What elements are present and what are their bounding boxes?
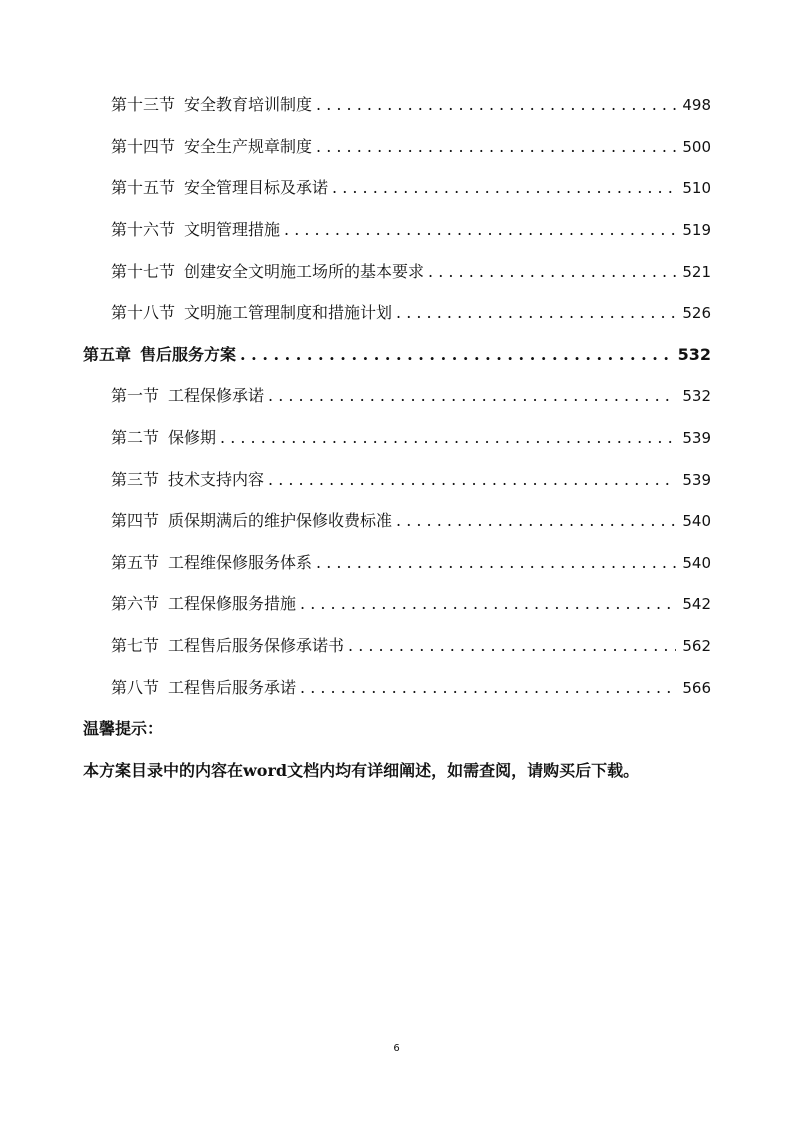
- page-reference: 539: [682, 429, 711, 447]
- section-number: 第五节: [111, 553, 160, 572]
- toc-entry[interactable]: [111, 137, 711, 157]
- toc-entry[interactable]: [111, 553, 711, 573]
- page-reference: 566: [682, 679, 711, 697]
- dot-leader: [316, 553, 676, 573]
- section-title: 安全管理目标及承诺: [184, 178, 329, 197]
- section-title: 工程保修服务措施: [168, 594, 297, 613]
- section-title: 技术支持内容: [168, 470, 265, 489]
- section-title: 安全生产规章制度: [184, 137, 313, 156]
- section-number: 第十八节: [111, 303, 176, 322]
- toc-entry[interactable]: [111, 594, 711, 614]
- toc-entry[interactable]: [111, 636, 711, 656]
- dot-leader: [428, 262, 676, 282]
- section-title: 创建安全文明施工场所的基本要求: [184, 262, 425, 281]
- dot-leader: [316, 95, 676, 115]
- page-reference: 500: [682, 138, 711, 156]
- toc-entry[interactable]: [111, 386, 711, 406]
- section-title: 安全教育培训制度: [184, 95, 313, 114]
- page-reference: 540: [682, 554, 711, 572]
- section-number: 第二节: [111, 428, 160, 447]
- dot-leader: [396, 511, 676, 531]
- section-number: 第八节: [111, 678, 160, 697]
- page-reference: 519: [682, 221, 711, 239]
- section-title: 工程售后服务保修承诺书: [168, 636, 345, 655]
- section-title: 文明施工管理制度和措施计划: [184, 303, 393, 322]
- toc-entry[interactable]: [111, 511, 711, 531]
- dot-leader: [300, 594, 676, 614]
- toc-entry[interactable]: [111, 470, 711, 490]
- toc-entry[interactable]: [111, 678, 711, 698]
- toc-chapter-entry[interactable]: [83, 345, 711, 365]
- chapter-title: 售后服务方案: [140, 345, 237, 364]
- section-number: 第十三节: [111, 95, 176, 114]
- section-title: 文明管理措施: [184, 220, 281, 239]
- section-number: 第十六节: [111, 220, 176, 239]
- section-number: 第六节: [111, 594, 160, 613]
- dot-leader: [348, 636, 676, 656]
- toc-entry[interactable]: [111, 428, 711, 448]
- toc-entry[interactable]: [111, 262, 711, 282]
- toc-entry[interactable]: [111, 220, 711, 240]
- tip-heading: 温馨提示：: [83, 719, 164, 738]
- section-number: 第十四节: [111, 137, 176, 156]
- toc-entry[interactable]: [111, 303, 711, 323]
- page-number: 6: [393, 1043, 400, 1054]
- dot-leader: [396, 303, 676, 323]
- section-title: 工程保修承诺: [168, 386, 265, 405]
- page-reference: 540: [682, 512, 711, 530]
- section-title: 工程维保修服务体系: [168, 553, 313, 572]
- page-reference: 526: [682, 304, 711, 322]
- dot-leader: [268, 386, 676, 406]
- page-reference: 521: [682, 263, 711, 281]
- dot-leader: [316, 137, 676, 157]
- page-reference: 510: [682, 179, 711, 197]
- toc-entry[interactable]: [111, 178, 711, 198]
- toc-entry[interactable]: [111, 95, 711, 115]
- dot-leader: [268, 470, 676, 490]
- dot-leader: [332, 178, 676, 198]
- page-reference: 532: [682, 387, 711, 405]
- section-title: 工程售后服务承诺: [168, 678, 297, 697]
- section-number: 第十五节: [111, 178, 176, 197]
- dot-leader: [240, 345, 672, 365]
- dot-leader: [284, 220, 676, 240]
- section-number: 第七节: [111, 636, 160, 655]
- page-reference: 562: [682, 637, 711, 655]
- page-reference: 498: [682, 96, 711, 114]
- section-number: 第十七节: [111, 262, 176, 281]
- section-title: 保修期: [168, 428, 217, 447]
- tip-body: 本方案目录中的内容在word文档内均有详细阐述，如需查阅，请购买后下载。: [83, 761, 640, 780]
- dot-leader: [220, 428, 676, 448]
- page-reference: 542: [682, 595, 711, 613]
- section-number: 第一节: [111, 386, 160, 405]
- page-reference: 539: [682, 471, 711, 489]
- section-title: 质保期满后的维护保修收费标准: [168, 511, 393, 530]
- section-number: 第四节: [111, 511, 160, 530]
- chapter-number: 第五章: [83, 345, 132, 364]
- dot-leader: [300, 678, 676, 698]
- section-number: 第三节: [111, 470, 160, 489]
- page-reference: 532: [677, 345, 711, 364]
